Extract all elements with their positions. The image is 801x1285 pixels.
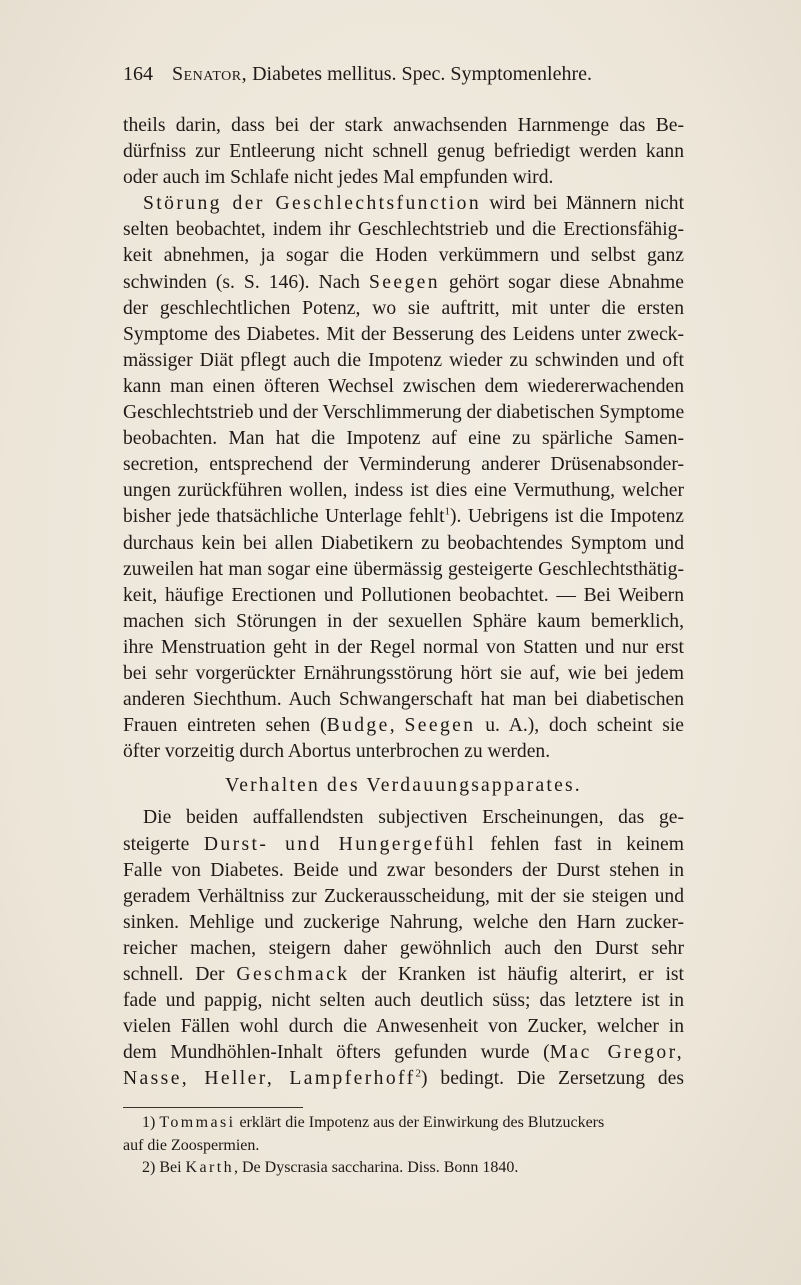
footnote-1 xyxy=(123,1112,684,1135)
text-line: öfter vorzeitig durch Abortus unterbrochen zu werden. xyxy=(123,741,551,763)
text-fragment: Frauen eintreten sehen ( xyxy=(123,715,327,737)
text-fragment: wird bei Männern nicht xyxy=(481,193,685,215)
text-fragment: steigerte xyxy=(123,833,204,855)
section-heading: Verhalten des Verdauungsapparates. xyxy=(225,775,582,797)
text-fragment: schnell. Der xyxy=(123,964,237,985)
text-line: geradem Verhältniss zur Zuckerausscheidung, mit der sie steigen und xyxy=(123,885,684,907)
text-line: Geschlechtstrieb und der Verschlimmerung der diabetischen Symptome xyxy=(123,402,685,424)
text-line: der geschlechtlichen Potenz, wo sie auftritt, mit unter die ersten xyxy=(123,297,684,319)
text-line xyxy=(123,962,684,988)
text-fragment: dem Mundhöhlen-Inhalt öfters gefunden wurde ( xyxy=(123,1042,550,1064)
text-line: dürfniss zur Entleerung nicht schnell genug befriedigt werden kann xyxy=(123,141,684,163)
page-number: 164 xyxy=(123,63,153,85)
text-line: fade und pappig, nicht selten auch deutlich süss; das letztere ist in xyxy=(123,990,684,1012)
text-fragment: , xyxy=(389,715,405,737)
text-line: sinken. Mehlige und zuckerige Nahrung, welche den Harn zucker- xyxy=(123,911,684,933)
text-fragment: Bei xyxy=(159,1159,186,1176)
text-line: durchaus kein bei allen Diabetikern zu beobachtendes Symptom und xyxy=(123,532,684,554)
text-line: ungen zurückführen wollen, indess ist dies eine Vermuthung, welcher xyxy=(123,480,684,502)
text-line: Falle von Diabetes. Beide und zwar besonders der Durst stehen in xyxy=(123,859,684,881)
text-line: beobachten. Man hat die Impotenz auf eine zu spärliche Samen- xyxy=(123,428,684,450)
text-line xyxy=(123,805,684,831)
text-line: kann man einen öfteren Wechsel zwischen dem wiedererwachenden xyxy=(123,375,684,397)
footnote-ref: 1 xyxy=(444,505,451,518)
text-line: selten beobachtet, indem ihr Geschlechtstrieb und die Erectionsfähig- xyxy=(123,219,684,241)
text-line xyxy=(123,191,684,217)
text-line: reicher machen, steigern daher gewöhnlich auch den Durst sehr xyxy=(123,937,684,959)
text-fragment: ) bedingt. Die Zersetzung des xyxy=(421,1068,684,1090)
text-fragment: Die beiden auffallendsten subjectiven Erscheinungen, das ge- xyxy=(143,807,684,829)
footnotes xyxy=(123,1112,684,1180)
footnote-divider xyxy=(123,1107,303,1108)
footnote-number: 2) xyxy=(142,1159,156,1176)
footnote-number: 1) xyxy=(142,1114,156,1131)
author-name: Mac Gregor, xyxy=(549,1042,685,1064)
text-fragment: fehlen fast in keinem xyxy=(475,833,684,855)
text-line: keit, häufige Erectionen und Pollutionen beobachtet. — Bei Weibern xyxy=(123,584,684,606)
text-line: bei sehr vorgerückter Ernährungsstörung hört sie auf, wie bei jedem xyxy=(123,662,684,684)
text-line xyxy=(123,713,684,739)
author-name: Seegen xyxy=(369,271,440,293)
footnote-2 xyxy=(123,1157,684,1180)
text-line: mässiger Diät pflegt auch die Impotenz wieder zu schwinden und oft xyxy=(123,349,684,371)
text-line xyxy=(123,1040,684,1066)
spaced-term: Störung der Geschlechtsfunction xyxy=(143,193,482,215)
text-fragment: , De Dyscrasia saccharina. Diss. Bonn 1840. xyxy=(233,1159,519,1176)
text-line: keit abnehmen, ja sogar die Hoden verkümmern und selbst ganz xyxy=(123,245,684,267)
text-fragment: gehört sogar diese Abnahme xyxy=(439,271,684,293)
author-name: Budge xyxy=(326,715,390,737)
footnote-ref: 2 xyxy=(415,1067,422,1080)
text-fragment: schwinden (s. S. 146). Nach xyxy=(123,271,369,293)
text-line: ihre Menstruation geht in der Regel normal von Statten und nur erst xyxy=(123,636,684,658)
text-line: vielen Fällen wohl durch die Anwesenheit von Zucker, welcher in xyxy=(123,1016,684,1038)
text-fragment: u. A.), doch scheint sie xyxy=(475,715,685,737)
text-fragment: erklärt die Impotenz aus der Einwirkung des Blutzuckers xyxy=(235,1114,605,1131)
text-fragment: bisher jede thatsächliche Unterlage fehlt xyxy=(123,506,445,528)
footnote-1-continued: auf die Zoospermien. xyxy=(123,1136,260,1154)
text-line: secretion, entsprechend der Verminderung anderer Drüsenabsonder- xyxy=(123,454,684,476)
text-fragment: der Kranken ist häufig alterirt, er ist xyxy=(349,964,684,985)
body-text xyxy=(123,113,684,1092)
text-line: oder auch im Schlafe nicht jedes Mal empfunden wird. xyxy=(123,167,554,189)
text-line xyxy=(123,1066,684,1092)
text-line: zuweilen hat man sogar eine übermässig gesteigerte Geschlechtsthätig- xyxy=(123,558,684,580)
author-name: Karth xyxy=(185,1159,234,1176)
text-fragment: ). Uebrigens ist die Impotenz xyxy=(450,506,684,528)
text-line: Symptome des Diabetes. Mit der Besserung des Leidens unter zweck- xyxy=(123,323,684,345)
header-author: Senator, xyxy=(172,63,248,85)
text-line: theils darin, dass bei der stark anwachsenden Harnmenge das Be- xyxy=(123,115,684,136)
text-line xyxy=(123,832,684,858)
author-name: Tommasi xyxy=(159,1114,236,1131)
running-header xyxy=(123,62,683,86)
text-line: anderen Siechthum. Auch Schwangerschaft hat man bei diabetischen xyxy=(123,689,684,711)
header-title: Diabetes mellitus. Spec. Symptomenlehre. xyxy=(252,63,593,85)
author-name: Seegen xyxy=(404,715,476,737)
spaced-term: Geschmack xyxy=(236,964,350,985)
text-line xyxy=(123,504,684,530)
author-name: Nasse, Heller, Lampferhoff xyxy=(123,1068,416,1090)
spaced-term: Durst- und Hungergefühl xyxy=(203,833,476,855)
text-line xyxy=(123,270,684,296)
text-line: machen sich Störungen in der sexuellen Sphäre kaum bemerklich, xyxy=(123,610,684,632)
